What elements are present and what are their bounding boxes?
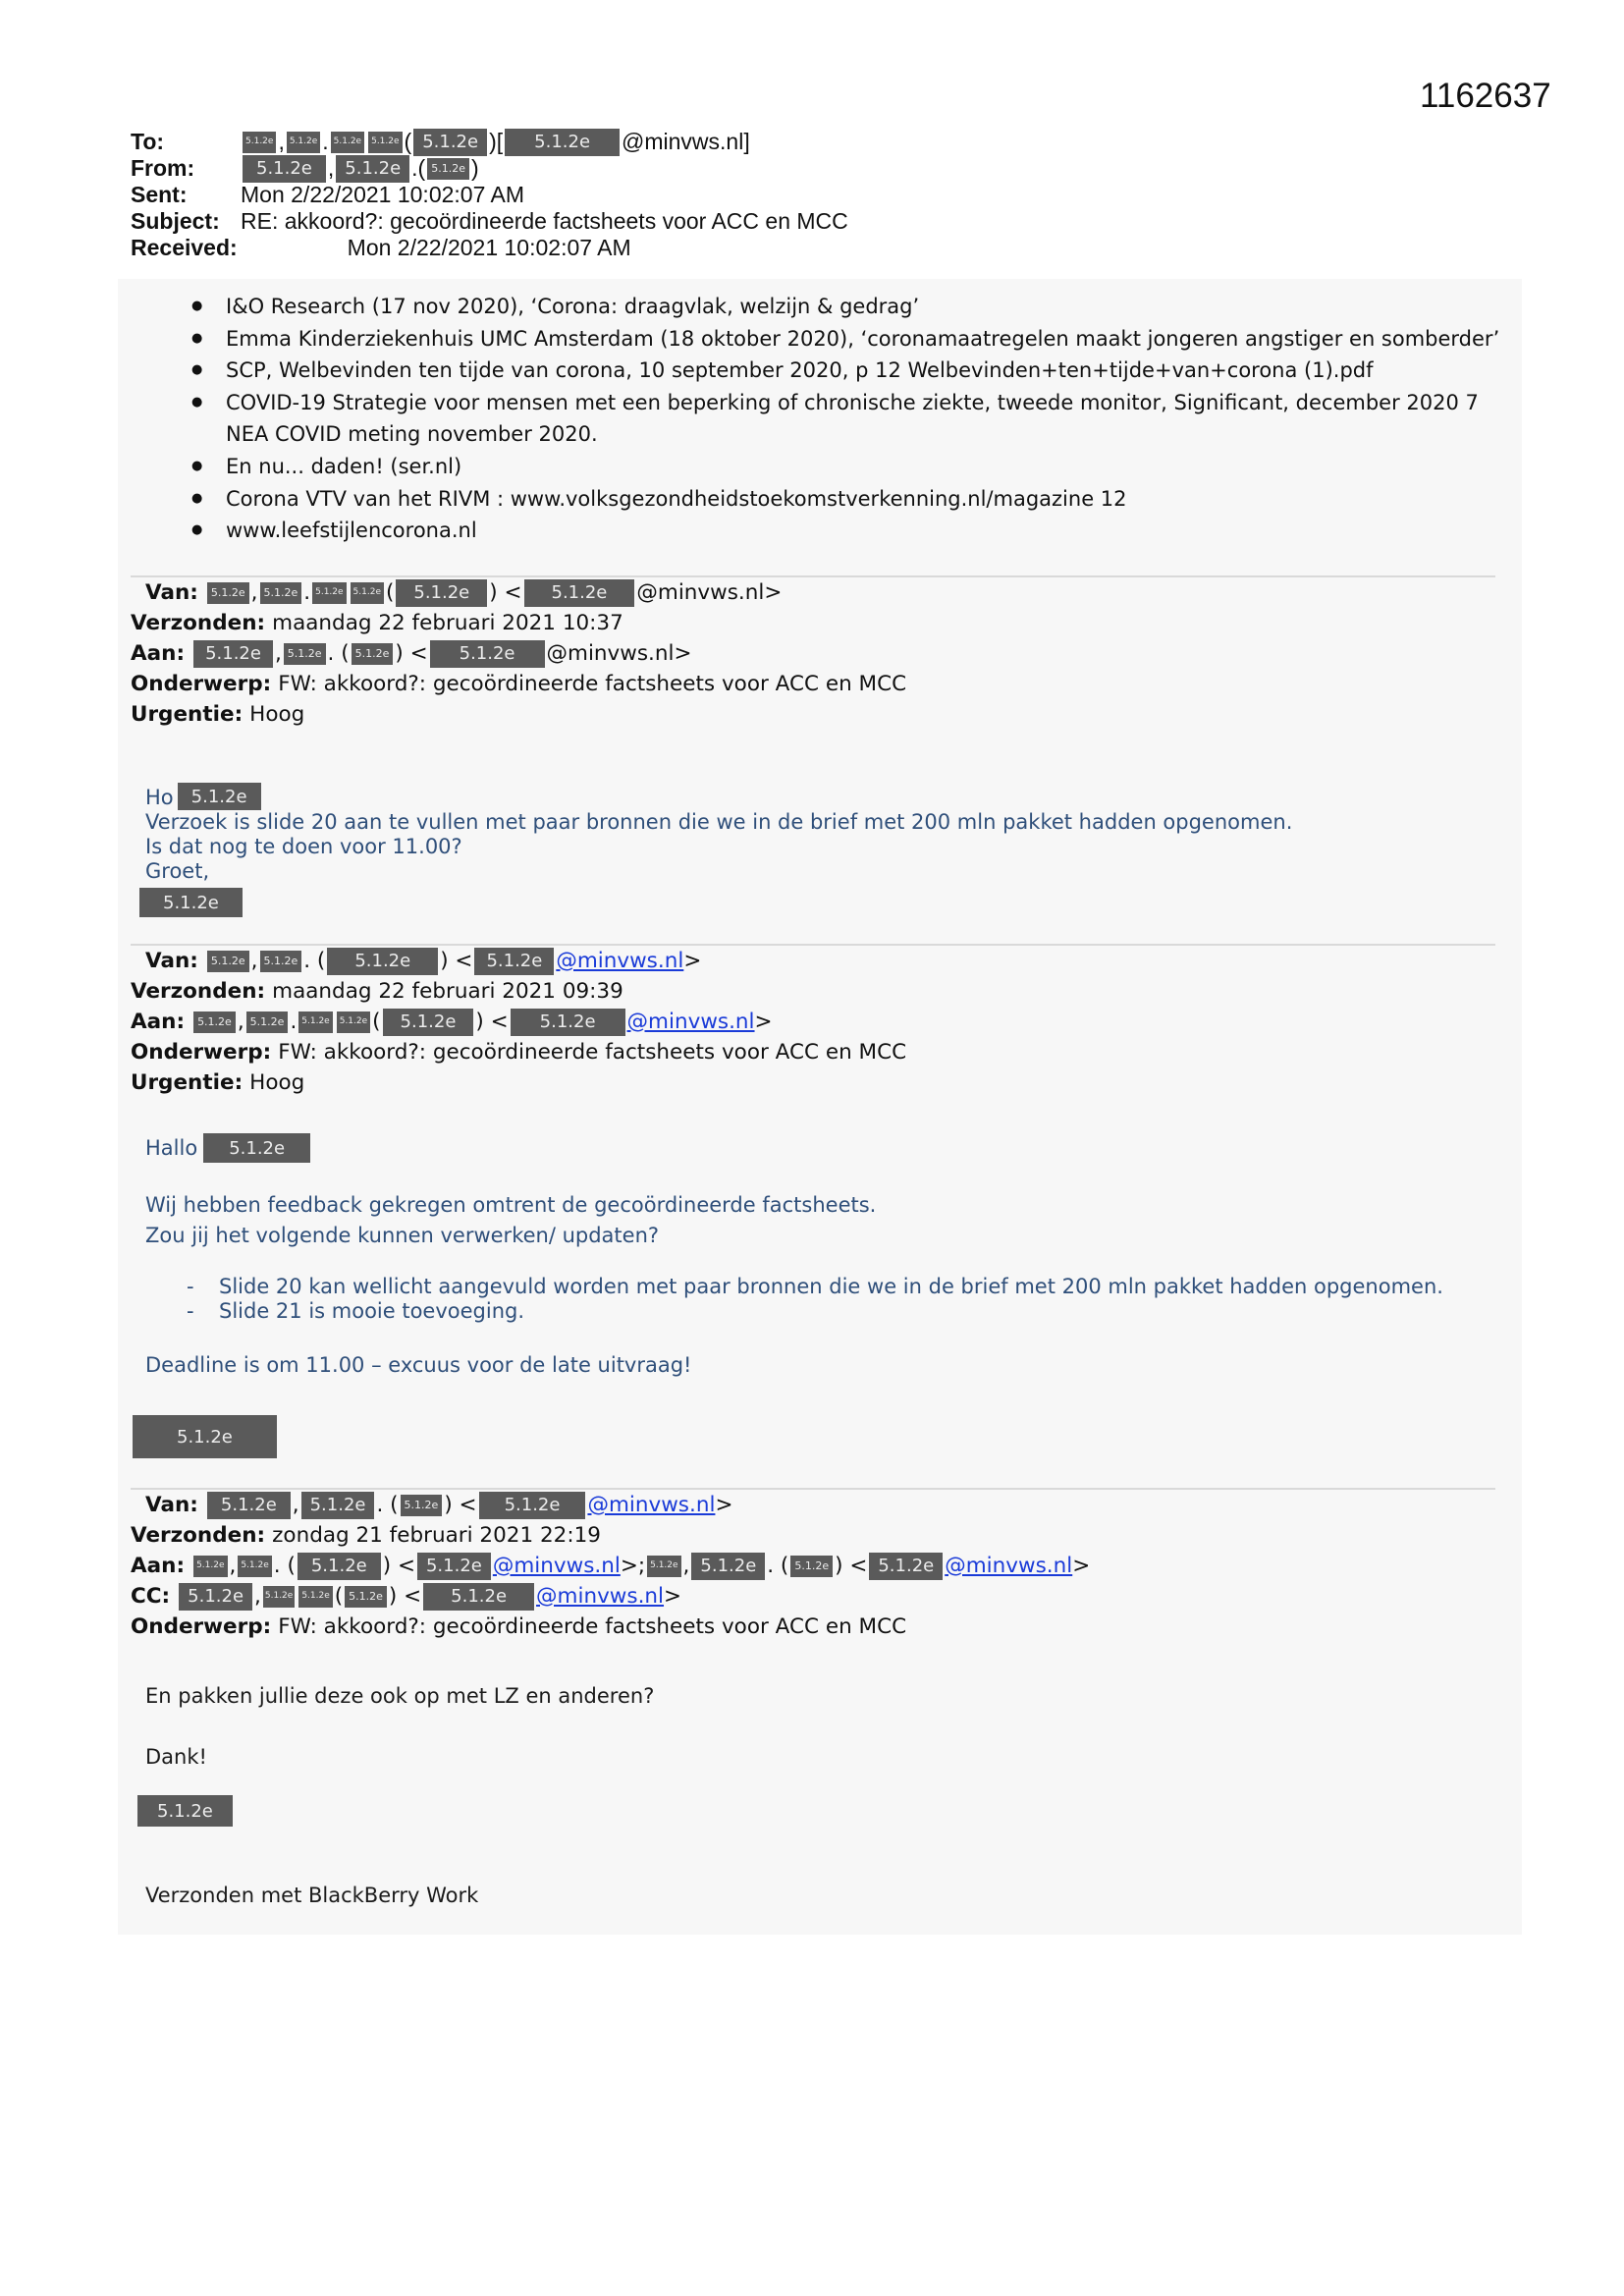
body-line: Verzoek is slide 20 aan te vullen met paar bronnen die we in de brief met 200 mln pakket hadden opgenomen. [145, 810, 1293, 834]
redaction: 5.1.2e [413, 129, 487, 156]
redaction: 5.1.2e [383, 1009, 474, 1036]
van-email-link[interactable]: @minvws.nl [556, 949, 684, 973]
from-label: From: [131, 155, 195, 181]
urgentie-value: Hoog [249, 702, 305, 727]
list-item: ● I&O Research (17 nov 2020), ‘Corona: draagvlak, welzijn & gedrag’ [191, 291, 1507, 323]
redaction: 5.1.2e [401, 1495, 443, 1516]
email-header [131, 129, 848, 261]
greeting: Ho [145, 786, 174, 809]
redaction: 5.1.2e [474, 948, 554, 975]
van-row: Van: 5.1.2e , 5.1.2e . 5.1.2e 5.1.2e ( 5.1.2e ) < 5.1.2e @minvws.nl> [131, 577, 906, 608]
list-item: - Slide 20 kan wellicht aangevuld worden met paar bronnen die we in de brief met 200 mln pakket hadden opgenomen. [145, 1275, 1443, 1299]
subject-value: RE: akkoord?: gecoördineerde factsheets voor ACC en MCC [241, 208, 848, 234]
van-email: @minvws.nl> [636, 580, 783, 605]
van-row: Van: 5.1.2e , 5.1.2e . ( 5.1.2e ) < 5.1.2e @minvws.nl > [131, 1490, 1090, 1520]
onderwerp-row [131, 669, 906, 699]
onderwerp-value: FW: akkoord?: gecoördineerde factsheets voor ACC en MCC [278, 672, 907, 696]
message-1-body [145, 781, 1292, 917]
redaction: 5.1.2e [647, 1556, 680, 1577]
message-3-body [145, 1684, 654, 1908]
verzonden-value: maandag 22 februari 2021 09:39 [272, 979, 623, 1004]
body-line: Groet, [145, 859, 210, 883]
feedback-list [145, 1275, 1443, 1324]
body-line: Wij hebben feedback gekregen omtrent de gecoördineerde factsheets. [145, 1193, 877, 1217]
onderwerp-row [131, 1037, 906, 1067]
subject-label: Subject: [131, 208, 220, 234]
redaction: 5.1.2e [298, 1586, 332, 1608]
redaction: 5.1.2e [193, 1556, 227, 1577]
body-line: Is dat nog te doen voor 11.00? [145, 835, 462, 858]
verzonden-label: Verzonden: [131, 611, 266, 635]
redaction: 5.1.2e [243, 132, 276, 153]
message-1-meta [131, 577, 906, 730]
list-item: ● COVID-19 Strategie voor mensen met een beperking of chronische ziekte, tweede monitor, Significant, december 2020 7 NEA COVID meting november 2020. [191, 387, 1507, 451]
aan-email-link[interactable]: @minvws.nl [945, 1554, 1073, 1578]
redaction: 5.1.2e [243, 155, 326, 183]
redaction: 5.1.2e [351, 582, 384, 604]
redaction: 5.1.2e [790, 1556, 833, 1577]
received-row [131, 235, 848, 261]
redaction: 5.1.2e [505, 129, 620, 156]
verzonden-row [131, 608, 906, 638]
aan-email: @minvws.nl> [546, 641, 692, 666]
document-number: 1162637 [1420, 77, 1551, 115]
message-3-meta [131, 1490, 1090, 1642]
list-item: - Slide 21 is mooie toevoeging. [145, 1299, 1443, 1324]
list-item: ● En nu... daden! (ser.nl) [191, 451, 1507, 483]
redaction: 5.1.2e [260, 582, 302, 604]
urgentie-row [131, 1067, 906, 1098]
redaction: 5.1.2e [479, 1492, 586, 1519]
van-row: Van: 5.1.2e , 5.1.2e . ( 5.1.2e ) < 5.1.2e @minvws.nl > [131, 946, 906, 976]
aan-label: Aan: [131, 1010, 186, 1034]
urgentie-row [131, 699, 906, 730]
redaction: 5.1.2e [691, 1553, 765, 1580]
redaction: 5.1.2e [336, 155, 409, 183]
onderwerp-row [131, 1612, 1090, 1642]
body-line: Dank! [145, 1745, 207, 1769]
urgentie-label: Urgentie: [131, 1070, 244, 1095]
redaction: 5.1.2e [511, 1009, 625, 1036]
to-row: To: 5.1.2e , 5.1.2e . 5.1.2e 5.1.2e ( 5.1.2e )[ 5.1.2e @minvws.nl] [131, 129, 750, 154]
van-email-link[interactable]: @minvws.nl [587, 1493, 716, 1517]
cc-row: CC: 5.1.2e , 5.1.2e 5.1.2e ( 5.1.2e ) < 5.1.2e @minvws.nl > [131, 1581, 1090, 1612]
aan-email-link[interactable]: @minvws.nl [626, 1010, 755, 1034]
redaction: 5.1.2e [417, 1553, 491, 1580]
verzonden-row [131, 1520, 1090, 1551]
message-2-meta [131, 946, 906, 1098]
list-item: ● Corona VTV van het RIVM : www.volksgezondheidstoekomstverkenning.nl/magazine 12 [191, 483, 1507, 516]
received-value: Mon 2/22/2021 10:02:07 AM [347, 235, 631, 260]
redaction: 5.1.2e [427, 158, 469, 180]
to-label: To: [131, 129, 165, 154]
van-label: Van: [145, 949, 198, 973]
redaction: 5.1.2e [263, 1586, 295, 1608]
redaction: 5.1.2e [312, 582, 346, 604]
body-line: En pakken jullie deze ook op met LZ en anderen? [145, 1684, 655, 1708]
redaction: 5.1.2e [246, 1011, 289, 1033]
verzonden-label: Verzonden: [131, 1523, 266, 1548]
onderwerp-label: Onderwerp: [131, 1614, 272, 1639]
redaction: 5.1.2e [284, 643, 326, 665]
aan-row: Aan: 5.1.2e , 5.1.2e . 5.1.2e 5.1.2e ( 5.1.2e ) < 5.1.2e @minvws.nl > [131, 1007, 906, 1037]
redaction: 5.1.2e [207, 951, 249, 972]
aan-row: Aan: 5.1.2e , 5.1.2e . ( 5.1.2e ) < 5.1.2e @minvws.nl> [131, 638, 906, 669]
signature-redaction: 5.1.2e [137, 1795, 233, 1827]
redaction: 5.1.2e [207, 582, 249, 604]
redaction: 5.1.2e [301, 1492, 375, 1519]
aan-label: Aan: [131, 1554, 186, 1578]
list-item: ● www.leefstijlencorona.nl [191, 515, 1507, 547]
verzonden-label: Verzonden: [131, 979, 266, 1004]
redaction: 5.1.2e [423, 1583, 534, 1611]
redaction: 5.1.2e [178, 783, 261, 810]
body-line: Zou jij het volgende kunnen verwerken/ updaten? [145, 1224, 660, 1247]
to-email-suffix: @minvws.nl] [622, 129, 750, 154]
sent-value: Mon 2/22/2021 10:02:07 AM [241, 182, 524, 207]
signature-redaction: 5.1.2e [139, 888, 243, 917]
verzonden-row [131, 976, 906, 1007]
redaction: 5.1.2e [298, 1011, 332, 1033]
aan-label: Aan: [131, 641, 186, 666]
sent-row [131, 182, 848, 208]
signature-text: Verzonden met BlackBerry Work [145, 1884, 479, 1907]
redaction: 5.1.2e [396, 579, 487, 607]
urgentie-value: Hoog [249, 1070, 305, 1095]
redaction: 5.1.2e [203, 1133, 310, 1163]
verzonden-value: maandag 22 februari 2021 10:37 [272, 611, 623, 635]
van-label: Van: [145, 580, 198, 605]
urgentie-label: Urgentie: [131, 702, 244, 727]
list-item: ● Emma Kinderziekenhuis UMC Amsterdam (18 oktober 2020), ‘coronamaatregelen maakt jongeren angstiger en somberder’ [191, 323, 1507, 355]
redaction: 5.1.2e [345, 1586, 387, 1608]
onderwerp-value: FW: akkoord?: gecoördineerde factsheets voor ACC en MCC [278, 1040, 907, 1065]
verzonden-value: zondag 21 februari 2021 22:19 [272, 1523, 601, 1548]
redaction: 5.1.2e [337, 1011, 370, 1033]
van-label: Van: [145, 1493, 198, 1517]
list-item: ● SCP, Welbevinden ten tijde van corona, 10 september 2020, p 12 Welbevinden+ten+tijde+van+corona (1).pdf [191, 355, 1507, 387]
subject-row [131, 208, 848, 235]
cc-label: CC: [131, 1584, 171, 1609]
aan-row: Aan: 5.1.2e , 5.1.2e . ( 5.1.2e ) < 5.1.2e @minvws.nl >; 5.1.2e , 5.1.2e . ( 5.1.2e ) < 5.1.2e @minvws.nl > [131, 1551, 1090, 1581]
redaction: 5.1.2e [287, 132, 320, 153]
redaction: 5.1.2e [352, 643, 394, 665]
redaction: 5.1.2e [193, 1011, 236, 1033]
redaction: 5.1.2e [238, 1556, 271, 1577]
redaction: 5.1.2e [430, 640, 545, 668]
sources-list [191, 291, 1507, 547]
message-2-body [145, 1132, 1443, 1378]
redaction: 5.1.2e [368, 132, 402, 153]
redaction: 5.1.2e [331, 132, 364, 153]
onderwerp-value: FW: akkoord?: gecoördineerde factsheets voor ACC en MCC [278, 1614, 907, 1639]
redaction: 5.1.2e [193, 640, 273, 668]
greeting: Hallo [145, 1135, 198, 1160]
redaction: 5.1.2e [207, 1492, 291, 1519]
sent-label: Sent: [131, 182, 188, 207]
redaction: 5.1.2e [260, 951, 302, 972]
cc-email-link[interactable]: @minvws.nl [536, 1584, 665, 1609]
redaction: 5.1.2e [524, 579, 635, 607]
received-label: Received: [131, 235, 238, 260]
redaction: 5.1.2e [327, 948, 438, 975]
redaction: 5.1.2e [298, 1553, 381, 1580]
from-row: From: 5.1.2e , 5.1.2e .( 5.1.2e ) [131, 155, 479, 181]
redaction: 5.1.2e [179, 1583, 252, 1611]
onderwerp-label: Onderwerp: [131, 1040, 272, 1065]
redaction: 5.1.2e [869, 1553, 943, 1580]
onderwerp-label: Onderwerp: [131, 672, 272, 696]
deadline-text: Deadline is om 11.00 – excuus voor de late uitvraag! [145, 1353, 692, 1377]
signature-redaction: 5.1.2e [133, 1415, 277, 1458]
aan-email-link[interactable]: @minvws.nl [492, 1554, 621, 1578]
